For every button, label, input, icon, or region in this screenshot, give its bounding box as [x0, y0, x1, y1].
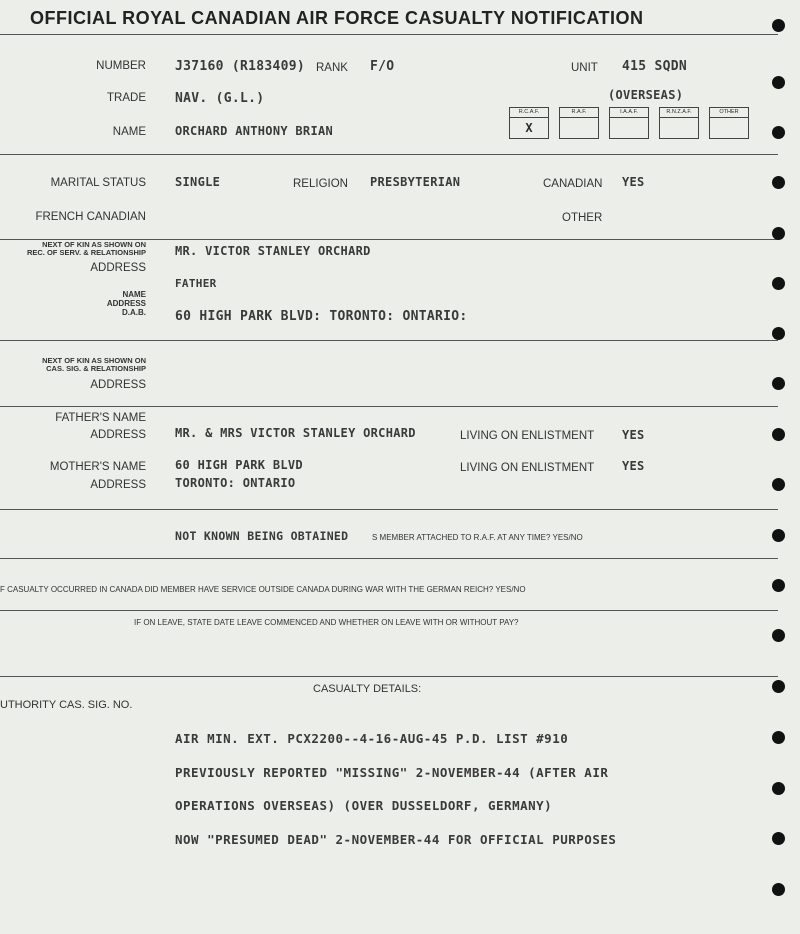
name-value: ORCHARD ANTHONY BRIAN — [175, 124, 334, 138]
dab-name-label: NAME — [122, 290, 146, 299]
divider — [0, 340, 778, 341]
number-value: J37160 (R183409) — [175, 59, 306, 74]
nok-cas-line-1: NEXT OF KIN AS SHOWN ON — [42, 356, 146, 365]
divider — [0, 34, 778, 35]
nok-address-value: 60 HIGH PARK BLVD: TORONTO: ONTARIO: — [175, 309, 468, 324]
father-living-value: YES — [622, 428, 645, 442]
other-label: OTHER — [562, 212, 603, 224]
casualty-details-heading: CASUALTY DETAILS: — [313, 683, 422, 695]
divider — [0, 509, 778, 510]
punch-hole — [772, 126, 785, 139]
raf-question: S MEMBER ATTACHED TO R.A.F. AT ANY TIME? YES/NO — [372, 533, 583, 542]
nok-rec-line-2: REC. OF SERV. & RELATIONSHIP — [26, 248, 146, 257]
punch-hole — [772, 428, 785, 441]
mother-living-value: YES — [622, 459, 645, 473]
nok-cas-label — [42, 357, 146, 373]
mothers-address-line-1: 60 HIGH PARK BLVD — [175, 458, 303, 472]
fathers-name-label: FATHER'S NAME — [55, 412, 146, 424]
service-box-label: I.A.A.F. — [610, 108, 648, 118]
nok-rec-label — [27, 241, 146, 257]
service-box-label: OTHER — [710, 108, 748, 118]
punch-hole — [772, 227, 785, 240]
punch-hole — [772, 327, 785, 340]
divider — [0, 154, 778, 155]
raf-answer-value: NOT KNOWN BEING OBTAINED — [175, 529, 349, 543]
religion-value: PRESBYTERIAN — [370, 175, 461, 189]
marital-status-value: SINGLE — [175, 175, 221, 189]
unit-label: UNIT — [571, 62, 598, 74]
punch-hole — [772, 680, 785, 693]
punch-hole — [772, 579, 785, 592]
marital-status-label: MARITAL STATUS — [50, 177, 146, 189]
mothers-name-label: MOTHER'S NAME — [49, 461, 146, 473]
mothers-address-label: ADDRESS — [90, 479, 146, 491]
canadian-value: YES — [622, 175, 645, 189]
dab-address-label: ADDRESS — [106, 299, 146, 308]
punch-hole — [772, 76, 785, 89]
service-box-raf — [559, 107, 599, 139]
service-box-rcaf — [509, 107, 549, 139]
religion-label: RELIGION — [293, 178, 348, 190]
fathers-name-value: MR. & MRS VICTOR STANLEY ORCHARD — [175, 426, 416, 440]
unit-value: 415 SQDN — [622, 59, 688, 74]
nok-cas-address-label: ADDRESS — [90, 379, 146, 391]
punch-hole — [772, 277, 785, 290]
french-canadian-label: FRENCH CANADIAN — [35, 211, 146, 223]
casualty-detail-line: NOW "PRESUMED DEAD" 2-NOVEMBER-44 FOR OFFICIAL PURPOSES — [175, 832, 617, 847]
leave-question: IF ON LEAVE, STATE DATE LEAVE COMMENCED AND WHETHER ON LEAVE WITH OR WITHOUT PAY? — [134, 618, 519, 627]
nok-rec-line-1: NEXT OF KIN AS SHOWN ON — [42, 240, 146, 249]
overseas-value: (OVERSEAS) — [608, 88, 684, 102]
name-label: NAME — [112, 126, 146, 138]
service-box-iaaf — [609, 107, 649, 139]
nok-address-label: ADDRESS — [90, 262, 146, 274]
punch-hole — [772, 782, 785, 795]
fathers-address-label: ADDRESS — [90, 429, 146, 441]
punch-hole — [772, 832, 785, 845]
divider — [0, 676, 778, 677]
service-box-label: R.N.Z.A.F. — [660, 108, 698, 118]
service-box-label: R.C.A.F. — [510, 108, 548, 118]
rank-value: F/O — [370, 59, 395, 74]
service-box-other — [709, 107, 749, 139]
service-box-label: R.A.F. — [560, 108, 598, 118]
trade-value: NAV. (G.L.) — [175, 91, 265, 106]
divider — [0, 406, 778, 407]
relationship-value: FATHER — [175, 277, 217, 290]
nok-value: MR. VICTOR STANLEY ORCHARD — [175, 244, 371, 258]
divider — [0, 610, 778, 611]
punch-hole — [772, 529, 785, 542]
casualty-detail-line: OPERATIONS OVERSEAS) (OVER DUSSELDORF, GERMANY) — [175, 798, 553, 813]
punch-hole — [772, 176, 785, 189]
canadian-label: CANADIAN — [543, 178, 603, 190]
mothers-address-line-2: TORONTO: ONTARIO — [175, 476, 296, 490]
authority-label: UTHORITY CAS. SIG. NO. — [0, 699, 133, 711]
punch-hole — [772, 883, 785, 896]
punch-hole — [772, 731, 785, 744]
service-question: F CASUALTY OCCURRED IN CANADA DID MEMBER HAVE SERVICE OUTSIDE CANADA DURING WAR WITH THE GERMAN REICH? YES/NO — [0, 585, 526, 594]
punch-hole — [772, 629, 785, 642]
form-title: OFFICIAL ROYAL CANADIAN AIR FORCE CASUALTY NOTIFICATION — [30, 8, 644, 28]
casualty-detail-line: AIR MIN. EXT. PCX2200--4-16-AUG-45 P.D. LIST #910 — [175, 731, 569, 746]
rank-label: RANK — [316, 62, 348, 74]
father-living-label: LIVING ON ENLISTMENT — [460, 430, 595, 442]
punch-hole — [772, 19, 785, 32]
mother-living-label: LIVING ON ENLISTMENT — [460, 462, 595, 474]
dab-label — [107, 290, 146, 317]
number-label: NUMBER — [96, 60, 146, 72]
divider — [0, 558, 778, 559]
trade-label: TRADE — [107, 92, 146, 104]
service-box-value: X — [525, 121, 533, 135]
dab-abbrev-label: D.A.B. — [122, 308, 146, 317]
punch-hole — [772, 478, 785, 491]
punch-hole — [772, 377, 785, 390]
service-box-rnzaf — [659, 107, 699, 139]
casualty-detail-line: PREVIOUSLY REPORTED "MISSING" 2-NOVEMBER-44 (AFTER AIR — [175, 765, 609, 780]
nok-cas-line-2: CAS. SIG. & RELATIONSHIP — [46, 364, 146, 373]
